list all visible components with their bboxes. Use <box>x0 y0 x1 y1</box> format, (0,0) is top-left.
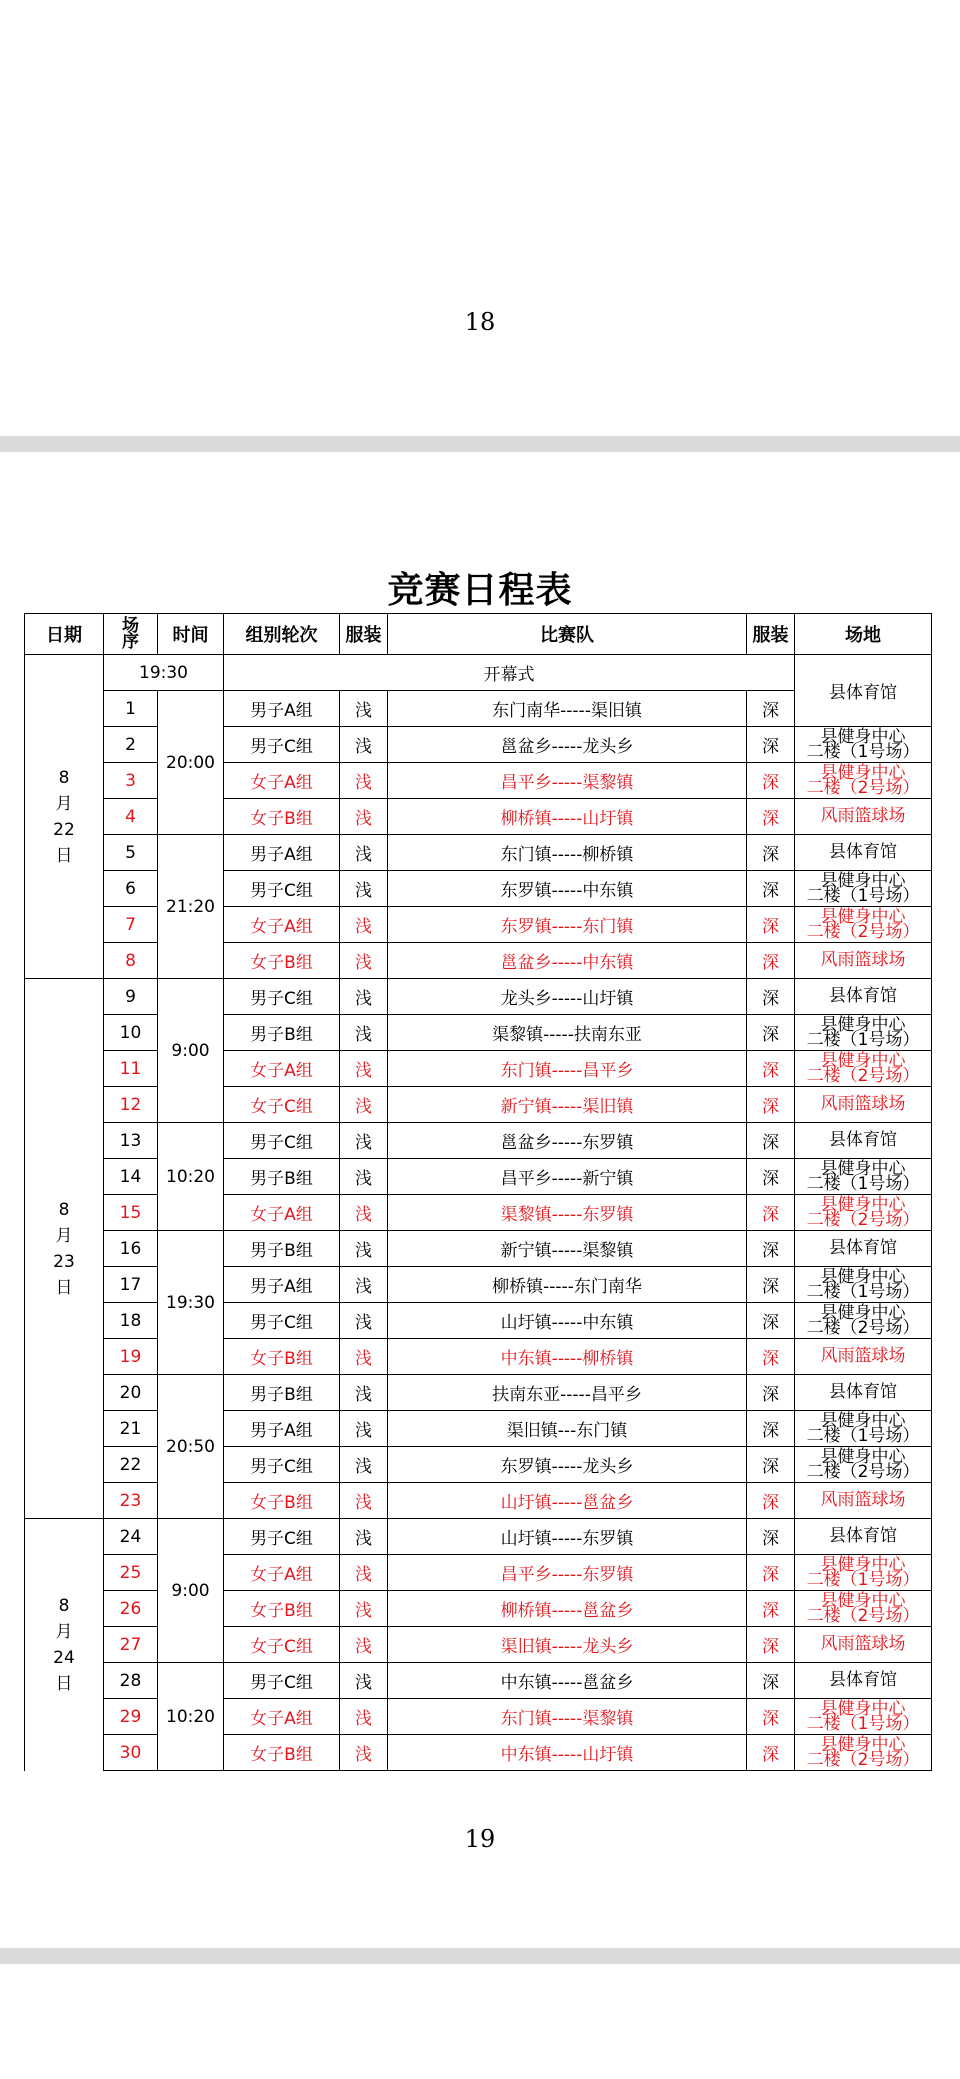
header-order: 场序 <box>104 614 158 655</box>
kit-home: 浅 <box>340 907 388 943</box>
kit-away: 深 <box>747 943 795 979</box>
kit-home: 浅 <box>340 835 388 871</box>
kit-home: 浅 <box>340 1735 388 1771</box>
match-row <box>25 979 932 1015</box>
kit-home: 浅 <box>340 1591 388 1627</box>
kit-away: 深 <box>747 1483 795 1519</box>
kit-home: 浅 <box>340 799 388 835</box>
time-cell: 10:20 <box>158 1663 224 1771</box>
kit-home: 浅 <box>340 1663 388 1699</box>
header-date: 日期 <box>25 614 104 655</box>
kit-home: 浅 <box>340 691 388 727</box>
page-separator-bottom <box>0 1948 960 1964</box>
kit-away: 深 <box>747 691 795 727</box>
match-number: 14 <box>104 1159 158 1195</box>
kit-home: 浅 <box>340 1303 388 1339</box>
teams: 龙头乡-----山圩镇 <box>388 979 747 1015</box>
teams: 渠黎镇-----扶南东亚 <box>388 1015 747 1051</box>
header-group: 组别轮次 <box>224 614 340 655</box>
venue: 县体育馆 <box>795 1663 932 1699</box>
teams: 东门镇-----渠黎镇 <box>388 1699 747 1735</box>
page-number-bottom: 19 <box>464 1825 496 1853</box>
kit-away: 深 <box>747 1231 795 1267</box>
match-number: 1 <box>104 691 158 727</box>
teams: 新宁镇-----渠黎镇 <box>388 1231 747 1267</box>
group-round: 女子B组 <box>224 1591 340 1627</box>
group-round: 女子C组 <box>224 1087 340 1123</box>
kit-home: 浅 <box>340 1375 388 1411</box>
teams: 邕盆乡-----东罗镇 <box>388 1123 747 1159</box>
group-round: 女子A组 <box>224 1195 340 1231</box>
kit-home: 浅 <box>340 1627 388 1663</box>
kit-home: 浅 <box>340 1483 388 1519</box>
venue: 县健身中心 二楼（1号场） <box>795 1015 932 1051</box>
match-number: 25 <box>104 1555 158 1591</box>
group-round: 女子B组 <box>224 799 340 835</box>
venue: 县健身中心 二楼（2号场） <box>795 1051 932 1087</box>
venue: 县健身中心 二楼（2号场） <box>795 1447 932 1483</box>
venue: 风雨篮球场 <box>795 943 932 979</box>
kit-home: 浅 <box>340 1051 388 1087</box>
kit-away: 深 <box>747 1087 795 1123</box>
venue: 县健身中心 二楼（1号场） <box>795 1699 932 1735</box>
kit-home: 浅 <box>340 1555 388 1591</box>
time-cell: 9:00 <box>158 979 224 1123</box>
venue: 县体育馆 <box>795 1519 932 1555</box>
match-number: 30 <box>104 1735 158 1771</box>
kit-home: 浅 <box>340 1159 388 1195</box>
teams: 扶南东亚-----昌平乡 <box>388 1375 747 1411</box>
kit-away: 深 <box>747 799 795 835</box>
kit-away: 深 <box>747 1699 795 1735</box>
match-row <box>25 1663 932 1699</box>
match-number: 4 <box>104 799 158 835</box>
time-cell: 10:20 <box>158 1123 224 1231</box>
venue: 县体育馆 <box>795 1231 932 1267</box>
group-round: 女子A组 <box>224 763 340 799</box>
venue: 风雨篮球场 <box>795 799 932 835</box>
match-number: 17 <box>104 1267 158 1303</box>
group-round: 男子C组 <box>224 871 340 907</box>
venue: 县体育馆 <box>795 1123 932 1159</box>
match-number: 7 <box>104 907 158 943</box>
date-cell: 8 月 23 日 <box>25 979 104 1519</box>
match-number: 3 <box>104 763 158 799</box>
kit-home: 浅 <box>340 979 388 1015</box>
page-number-top: 18 <box>464 308 496 336</box>
group-round: 男子B组 <box>224 1231 340 1267</box>
kit-away: 深 <box>747 871 795 907</box>
opening-row <box>25 655 932 691</box>
teams: 昌平乡-----新宁镇 <box>388 1159 747 1195</box>
kit-away: 深 <box>747 1735 795 1771</box>
kit-home: 浅 <box>340 1339 388 1375</box>
kit-away: 深 <box>747 1663 795 1699</box>
match-number: 15 <box>104 1195 158 1231</box>
teams: 中东镇-----邕盆乡 <box>388 1663 747 1699</box>
kit-away: 深 <box>747 1303 795 1339</box>
teams: 东门镇-----柳桥镇 <box>388 835 747 871</box>
group-round: 女子C组 <box>224 1627 340 1663</box>
venue: 县健身中心 二楼（2号场） <box>795 1591 932 1627</box>
kit-home: 浅 <box>340 1519 388 1555</box>
teams: 昌平乡-----东罗镇 <box>388 1555 747 1591</box>
opening-label: 开幕式 <box>224 655 795 691</box>
kit-home: 浅 <box>340 1231 388 1267</box>
header-teams: 比赛队 <box>388 614 747 655</box>
kit-home: 浅 <box>340 1267 388 1303</box>
kit-away: 深 <box>747 1627 795 1663</box>
match-number: 5 <box>104 835 158 871</box>
time-cell: 21:20 <box>158 835 224 979</box>
group-round: 女子B组 <box>224 943 340 979</box>
kit-away: 深 <box>747 763 795 799</box>
group-round: 男子B组 <box>224 1375 340 1411</box>
kit-away: 深 <box>747 1375 795 1411</box>
group-round: 女子B组 <box>224 1483 340 1519</box>
match-row <box>25 1123 932 1159</box>
match-row <box>25 835 932 871</box>
venue: 县健身中心 二楼（1号场） <box>795 871 932 907</box>
match-number: 9 <box>104 979 158 1015</box>
match-number: 10 <box>104 1015 158 1051</box>
teams: 邕盆乡-----龙头乡 <box>388 727 747 763</box>
kit-home: 浅 <box>340 871 388 907</box>
time-cell: 19:30 <box>158 1231 224 1375</box>
teams: 山圩镇-----东罗镇 <box>388 1519 747 1555</box>
group-round: 男子B组 <box>224 1159 340 1195</box>
kit-home: 浅 <box>340 943 388 979</box>
group-round: 男子C组 <box>224 727 340 763</box>
page-separator <box>0 436 960 452</box>
group-round: 男子C组 <box>224 1303 340 1339</box>
match-number: 2 <box>104 727 158 763</box>
group-round: 男子C组 <box>224 1519 340 1555</box>
group-round: 男子C组 <box>224 1663 340 1699</box>
group-round: 男子B组 <box>224 1015 340 1051</box>
teams: 东罗镇-----龙头乡 <box>388 1447 747 1483</box>
kit-away: 深 <box>747 1015 795 1051</box>
date-cell: 8 月 24 日 <box>25 1519 104 1771</box>
header-kit-away: 服装 <box>747 614 795 655</box>
kit-away: 深 <box>747 979 795 1015</box>
opening-time: 19:30 <box>104 655 224 691</box>
match-number: 12 <box>104 1087 158 1123</box>
venue: 县体育馆 <box>795 1375 932 1411</box>
venue: 县体育馆 <box>795 979 932 1015</box>
match-number: 27 <box>104 1627 158 1663</box>
teams: 山圩镇-----邕盆乡 <box>388 1483 747 1519</box>
group-round: 男子A组 <box>224 691 340 727</box>
teams: 中东镇-----柳桥镇 <box>388 1339 747 1375</box>
teams: 渠旧镇---东门镇 <box>388 1411 747 1447</box>
kit-away: 深 <box>747 1339 795 1375</box>
venue: 县健身中心 二楼（1号场） <box>795 1267 932 1303</box>
teams: 渠黎镇-----东罗镇 <box>388 1195 747 1231</box>
kit-home: 浅 <box>340 1123 388 1159</box>
group-round: 男子C组 <box>224 1447 340 1483</box>
kit-home: 浅 <box>340 1411 388 1447</box>
kit-home: 浅 <box>340 1015 388 1051</box>
kit-away: 深 <box>747 727 795 763</box>
kit-home: 浅 <box>340 1447 388 1483</box>
kit-home: 浅 <box>340 727 388 763</box>
match-number: 29 <box>104 1699 158 1735</box>
teams: 昌平乡-----渠黎镇 <box>388 763 747 799</box>
time-cell: 20:00 <box>158 691 224 835</box>
match-row <box>25 1231 932 1267</box>
group-round: 女子B组 <box>224 1339 340 1375</box>
header-venue: 场地 <box>795 614 932 655</box>
venue: 县健身中心 二楼（2号场） <box>795 1735 932 1771</box>
group-round: 男子C组 <box>224 979 340 1015</box>
page-title: 竞赛日程表 <box>387 570 573 611</box>
venue: 县健身中心 二楼（1号场） <box>795 1159 932 1195</box>
teams: 东罗镇-----中东镇 <box>388 871 747 907</box>
match-number: 11 <box>104 1051 158 1087</box>
kit-away: 深 <box>747 1591 795 1627</box>
match-row <box>25 1375 932 1411</box>
header-kit-home: 服装 <box>340 614 388 655</box>
venue: 风雨篮球场 <box>795 1339 932 1375</box>
teams: 中东镇-----山圩镇 <box>388 1735 747 1771</box>
kit-away: 深 <box>747 1159 795 1195</box>
match-number: 6 <box>104 871 158 907</box>
venue: 风雨篮球场 <box>795 1627 932 1663</box>
match-number: 26 <box>104 1591 158 1627</box>
date-cell: 8 月 22 日 <box>25 655 104 979</box>
match-number: 16 <box>104 1231 158 1267</box>
match-number: 22 <box>104 1447 158 1483</box>
match-number: 21 <box>104 1411 158 1447</box>
venue: 风雨篮球场 <box>795 1483 932 1519</box>
opening-venue: 县体育馆 <box>795 655 932 727</box>
kit-away: 深 <box>747 1447 795 1483</box>
group-round: 男子A组 <box>224 1411 340 1447</box>
kit-away: 深 <box>747 1555 795 1591</box>
kit-home: 浅 <box>340 1087 388 1123</box>
match-number: 13 <box>104 1123 158 1159</box>
group-round: 男子C组 <box>224 1123 340 1159</box>
group-round: 女子A组 <box>224 1051 340 1087</box>
venue: 县健身中心 二楼（1号场） <box>795 1411 932 1447</box>
kit-home: 浅 <box>340 1195 388 1231</box>
teams: 东罗镇-----东门镇 <box>388 907 747 943</box>
teams: 柳桥镇-----东门南华 <box>388 1267 747 1303</box>
kit-away: 深 <box>747 1519 795 1555</box>
venue: 县健身中心 二楼（2号场） <box>795 1195 932 1231</box>
match-row <box>25 1519 932 1555</box>
teams: 东门南华-----渠旧镇 <box>388 691 747 727</box>
kit-away: 深 <box>747 907 795 943</box>
schedule-table <box>24 613 932 1771</box>
match-number: 20 <box>104 1375 158 1411</box>
venue: 风雨篮球场 <box>795 1087 932 1123</box>
time-cell: 9:00 <box>158 1519 224 1663</box>
teams: 新宁镇-----渠旧镇 <box>388 1087 747 1123</box>
match-number: 8 <box>104 943 158 979</box>
venue: 县健身中心 二楼（2号场） <box>795 763 932 799</box>
kit-home: 浅 <box>340 1699 388 1735</box>
venue: 县健身中心 二楼（1号场） <box>795 1555 932 1591</box>
kit-home: 浅 <box>340 763 388 799</box>
group-round: 女子A组 <box>224 1699 340 1735</box>
venue: 县健身中心 二楼（2号场） <box>795 907 932 943</box>
venue: 县体育馆 <box>795 835 932 871</box>
kit-away: 深 <box>747 835 795 871</box>
teams: 柳桥镇-----邕盆乡 <box>388 1591 747 1627</box>
header-row <box>25 614 932 655</box>
kit-away: 深 <box>747 1195 795 1231</box>
group-round: 男子A组 <box>224 835 340 871</box>
group-round: 女子B组 <box>224 1735 340 1771</box>
kit-away: 深 <box>747 1123 795 1159</box>
kit-away: 深 <box>747 1411 795 1447</box>
teams: 邕盆乡-----中东镇 <box>388 943 747 979</box>
teams: 柳桥镇-----山圩镇 <box>388 799 747 835</box>
venue: 县健身中心 二楼（2号场） <box>795 1303 932 1339</box>
match-number: 18 <box>104 1303 158 1339</box>
group-round: 女子A组 <box>224 1555 340 1591</box>
group-round: 男子A组 <box>224 1267 340 1303</box>
match-number: 28 <box>104 1663 158 1699</box>
time-cell: 20:50 <box>158 1375 224 1519</box>
match-number: 23 <box>104 1483 158 1519</box>
teams: 东门镇-----昌平乡 <box>388 1051 747 1087</box>
group-round: 女子A组 <box>224 907 340 943</box>
teams: 山圩镇-----中东镇 <box>388 1303 747 1339</box>
kit-away: 深 <box>747 1051 795 1087</box>
venue: 县健身中心 二楼（1号场） <box>795 727 932 763</box>
kit-away: 深 <box>747 1267 795 1303</box>
match-number: 19 <box>104 1339 158 1375</box>
match-number: 24 <box>104 1519 158 1555</box>
teams: 渠旧镇-----龙头乡 <box>388 1627 747 1663</box>
header-time: 时间 <box>158 614 224 655</box>
